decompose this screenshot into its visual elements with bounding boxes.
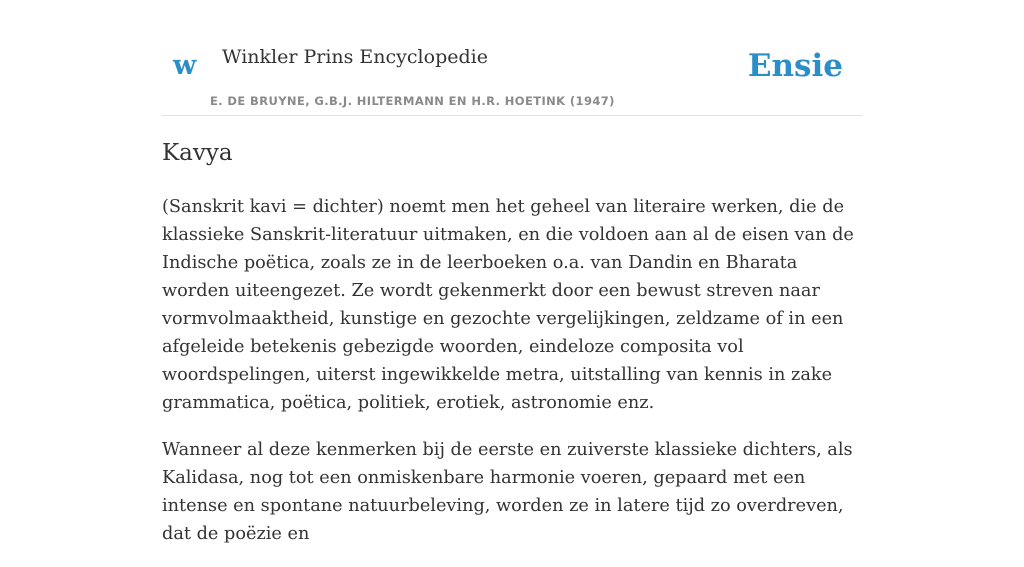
book-title[interactable]: Winkler Prins Encyclopedie [222,46,488,68]
article-body [162,193,862,567]
article-headword: Kavya [162,140,233,166]
site-header [162,0,862,116]
book-logo[interactable]: w [173,50,197,81]
article-paragraph: (Sanskrit kavi = dichter) noemt men het geheel van literaire werken, die de klassieke Sanskrit-literatuur uitmaken, en die voldoen aan al de eisen van de Indische poëtica, zoals ze in de leerboeken o.a. van Dandin en Bharata worden uiteengezet. Ze wordt gekenmerkt door een bewust streven naar vormvolmaaktheid, kunstige en gezochte vergelijkingen, zeldzame of in een afgeleide betekenis gebezigde woorden, eindeloze composita vol woordspelingen, uiterst ingewikkelde metra, uitstalling van kennis in zake grammatica, poëtica, politiek, erotiek, astronomie enz. [162,197,854,413]
book-authors: E. DE BRUYNE, G.B.J. HILTERMANN EN H.R. HOETINK (1947) [210,94,615,108]
ensie-logo[interactable]: Ensie [747,48,843,84]
article-paragraph: Wanneer al deze kenmerken bij de eerste en zuiverste klassieke dichters, als Kalidasa, nog tot een onmiskenbare harmonie voeren, gepaard met een intense en spontane natuurbeleving, worden ze in latere tijd zo overdreven, dat de poëzie en [162,440,853,544]
